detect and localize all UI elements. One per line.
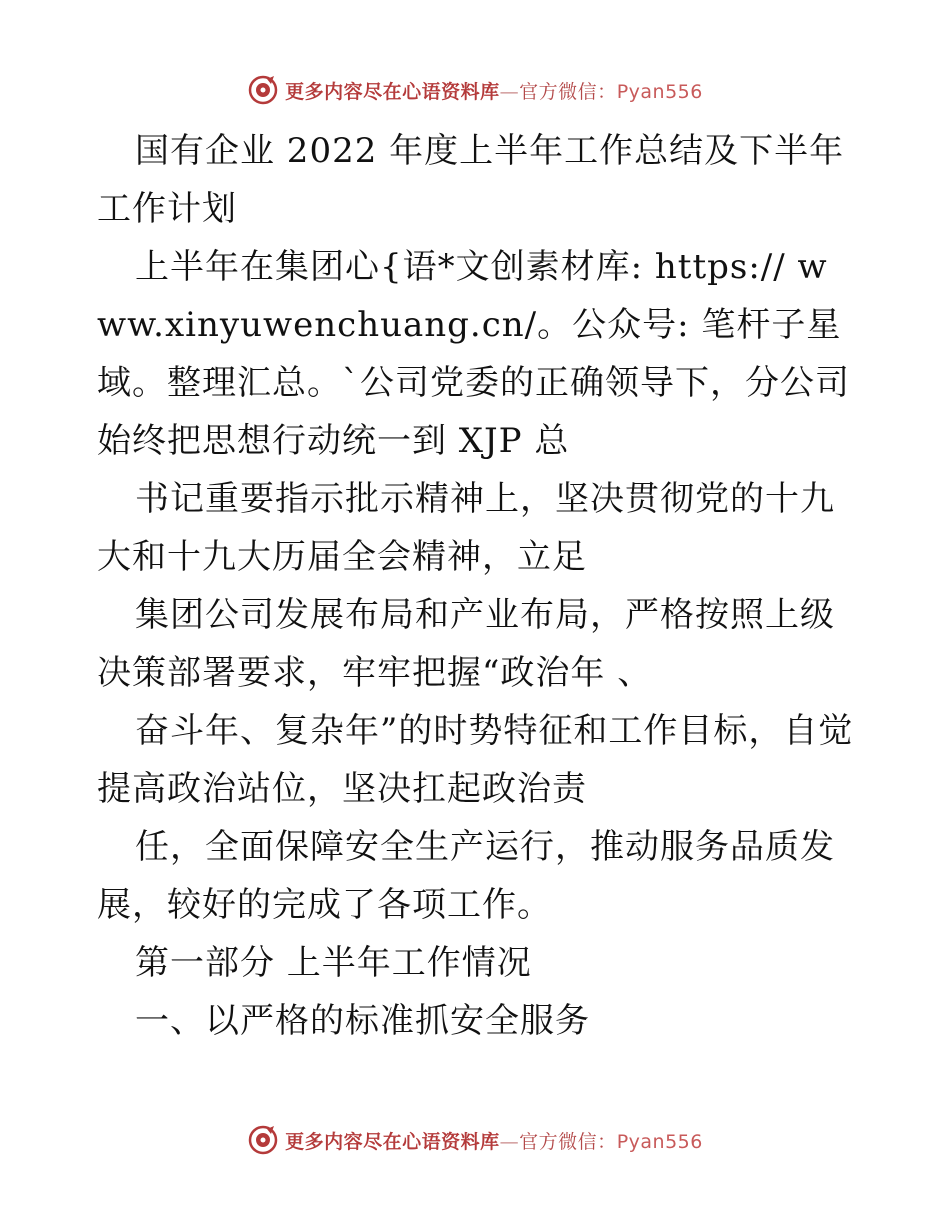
paragraph: 书记重要指示批示精神上，坚决贯彻党的十九大和十九大历届全会精神，立足 (97, 479, 835, 577)
paragraph: 任，全面保障安全生产运行，推动服务品质发展，较好的完成了各项工作。 (97, 827, 835, 925)
footer-banner-wechat-id: Pyan556 (616, 1130, 703, 1153)
document-title: 国有企业 2022 年度上半年工作总结及下半年工作计划 (97, 131, 845, 229)
footer-banner-wechat-label: 官方微信： (519, 1130, 617, 1153)
paragraph: 上半年在集团心{语*文创素材库: https:// www.xinyuwenchuang.cn/。公众号: 笔杆子星域。整理汇总。`公司党委的正确领导下，分公司始终把思想行动统一到 XJP 总 (97, 247, 850, 461)
footer-banner-text (285, 1127, 703, 1154)
section-heading: 第一部分 上半年工作情况 (135, 943, 532, 983)
footer-banner (0, 1120, 950, 1160)
header-banner-wechat-id: Pyan556 (616, 80, 703, 103)
document-body (97, 122, 857, 1050)
pen-circle-logo-icon (247, 1124, 279, 1156)
header-banner-title: 更多内容尽在心语资料库 (285, 80, 500, 103)
footer-banner-dash: — (499, 1130, 520, 1153)
footer-banner-title: 更多内容尽在心语资料库 (285, 1130, 500, 1153)
header-banner (0, 70, 950, 110)
header-banner-wechat-label: 官方微信： (519, 80, 617, 103)
subsection-heading: 一、以严格的标准抓安全服务 (135, 1001, 590, 1041)
paragraph: 集团公司发展布局和产业布局，严格按照上级决策部署要求，牢牢把握“政治年 、 (97, 595, 835, 693)
header-banner-dash: — (499, 80, 520, 103)
header-banner-text (285, 77, 703, 104)
pen-circle-logo-icon (247, 74, 279, 106)
paragraph: 奋斗年、复杂年”的时势特征和工作目标，自觉提高政治站位，坚决扛起政治责 (97, 711, 854, 809)
